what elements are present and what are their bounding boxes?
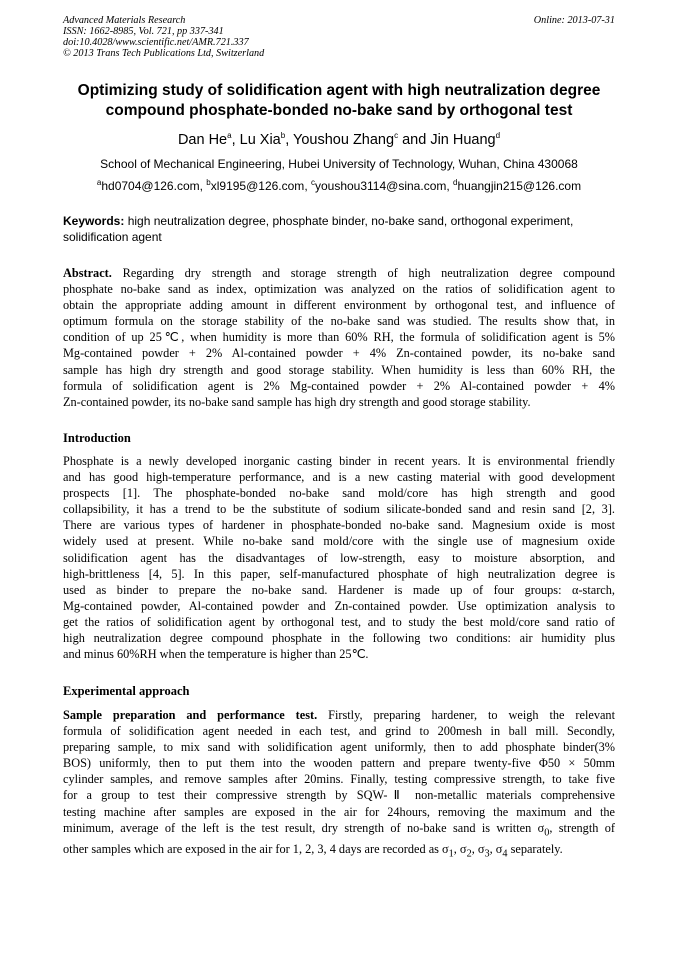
email-separator: , bbox=[304, 179, 311, 193]
intro-line: There are various types of hardener in phosphate-bonded no-bake sand. Magnesium oxide is most bbox=[63, 518, 615, 533]
sigma-subscript: 0 bbox=[544, 827, 550, 839]
intro-line: Phosphate is a newly developed inorganic casting binder in recent years. It is environmental friendly bbox=[63, 454, 615, 468]
exp-line: testing machine after samples are exposed in the air for 24hours, removing the maximum and the bbox=[63, 804, 615, 819]
abstract-line: formula of solidification agent is 2% Mg-contained powder + 2% Al-contained powder + 4% bbox=[63, 378, 615, 393]
sigma-subscript: 3 bbox=[484, 848, 490, 860]
intro-line: and has good high-temperature performance, and is a new casting material with good development bbox=[63, 470, 615, 485]
author-name: Youshou Zhang bbox=[293, 132, 395, 148]
abstract-line: condition of up 25℃, when humidity is more than 60% RH, the formula of solidification agent is 5% bbox=[63, 330, 615, 345]
keywords-text: high neutralization degree, phosphate binder, no-bake sand, orthogonal experiment, bbox=[124, 214, 574, 228]
exp-text: minimum, average of the left is the test result, dry strength of no-bake sand is written σ bbox=[63, 820, 545, 835]
intro-line: collapsibility, it has a trend to be the substitute of sodium silicate-bonded sand and resin sand [2, 3]. bbox=[63, 502, 615, 517]
email-address[interactable]: youshou3114@sina.com bbox=[314, 179, 447, 193]
intro-line: prospects [1]. The phosphate-bonded no-bake sand mold/core has high strength and good bbox=[63, 486, 615, 501]
title-line-2: compound phosphate-bonded no-bake sand by orthogonal test bbox=[105, 102, 573, 119]
intro-line: used as binder to prepare the no-bake sand. Hardener is made up of four groups: α-starch, bbox=[63, 582, 615, 597]
email-address[interactable]: xl9195@126.com bbox=[210, 179, 305, 193]
title-line-1: Optimizing study of solidification agent with high neutralization degree bbox=[77, 82, 601, 99]
author-mark: d bbox=[495, 131, 501, 141]
keywords bbox=[63, 213, 615, 245]
exp-line: preparing sample, to mix sand with solidification agent uniformly, then to add phosphate binder(3% bbox=[63, 740, 615, 755]
exp-line bbox=[63, 841, 615, 863]
intro-line: Mg-contained powder, Al-contained powder and Zn-contained powder. Use optimization analysis to bbox=[63, 598, 615, 613]
sigma-subscript: 2 bbox=[466, 848, 472, 860]
abstract-line: Mg-contained powder + 2% Al-contained powder + 4% Zn-contained powder, its no-bake sand bbox=[63, 346, 615, 361]
author-mark: a bbox=[227, 131, 232, 141]
exp-line: formula of solidification agent needed in each test, and grind to 200mesh in ball mill. Secondly, bbox=[63, 724, 615, 739]
keywords-label: Keywords: bbox=[63, 214, 125, 228]
intro-line: solidification agent has the disadvantages of low-strength, easy to moisture absorption, and bbox=[63, 550, 615, 565]
intro-line: high-brittleness [4, 5]. In this paper, self-manufactured phosphate of high neutralization degree is bbox=[63, 566, 615, 581]
sigma-subscript: 4 bbox=[502, 848, 508, 860]
exp-text: , strength of bbox=[549, 820, 615, 835]
introduction-heading: Introduction bbox=[63, 431, 131, 445]
abstract-text: Regarding dry strength and storage strength of high neutralization degree compound bbox=[111, 266, 615, 280]
abstract bbox=[63, 265, 615, 410]
exp-line: BOS) uniformly, then to put them into the wooden pattern and prepare twenty-five Φ50 × 50mm bbox=[63, 756, 615, 771]
exp-line: for a group to test their compressive strength by SQW-Ⅱ non-metallic materials comprehensive bbox=[63, 788, 615, 803]
author-name: Jin Huang bbox=[430, 132, 496, 148]
email-mark: d bbox=[453, 178, 458, 187]
abstract-line: obtain the appropriate adding amount in different environment by orthogonal test, and influence of bbox=[63, 298, 615, 313]
author-mark: b bbox=[280, 131, 286, 141]
author-name: Lu Xia bbox=[239, 132, 281, 148]
email-list bbox=[0, 179, 678, 194]
exp-text: Firstly, preparing hardener, to weigh the relevant bbox=[317, 708, 615, 722]
abstract-line: Zn-contained powder, its no-bake sand sample has high dry strength and good storage stability. bbox=[63, 394, 531, 409]
online-date: Online: 2013-07-31 bbox=[533, 15, 615, 26]
keywords-line-1 bbox=[63, 213, 615, 229]
introduction-body bbox=[63, 453, 615, 662]
intro-line: get the ratios of solidification agent by orthogonal test, and to study the best mold/core sand ratio of bbox=[63, 614, 615, 629]
experimental-body bbox=[63, 707, 615, 863]
exp-text: , σ bbox=[471, 842, 485, 857]
author-name: Dan He bbox=[177, 132, 228, 148]
email-separator: , bbox=[446, 179, 454, 193]
author-mark: c bbox=[394, 131, 399, 141]
exp-text: , σ bbox=[453, 842, 467, 857]
email-mark: a bbox=[96, 178, 102, 187]
affiliation: School of Mechanical Engineering, Hubei University of Technology, Wuhan, China 430068 bbox=[100, 157, 578, 171]
email-address[interactable]: huangjin215@126.com bbox=[457, 179, 582, 193]
email-mark: c bbox=[310, 178, 315, 187]
experimental-heading: Experimental approach bbox=[63, 684, 190, 698]
exp-line bbox=[63, 707, 615, 723]
author-separator: , bbox=[231, 132, 240, 148]
intro-line: high neutralization degree compound phosphate in the following two conditions: air humidity plus bbox=[63, 631, 615, 646]
author-separator: , bbox=[285, 132, 293, 148]
exp-text: separately. bbox=[507, 842, 563, 857]
author-list bbox=[0, 131, 678, 149]
abstract-line bbox=[63, 265, 615, 281]
journal-name: Advanced Materials Research bbox=[63, 15, 186, 26]
exp-text: other samples which are exposed in the air for 1, 2, 3, 4 days are recorded as σ bbox=[63, 842, 449, 857]
paper-title bbox=[40, 81, 638, 121]
exp-text: , σ bbox=[489, 842, 503, 857]
intro-line: widely used at present. While no-bake sand mold/core with the single use of magnesium oxide bbox=[63, 534, 615, 549]
abstract-line: phosphate no-bake sand as index, optimization was analyzed on the ratios of solidification agent to bbox=[63, 282, 615, 297]
sigma-subscript: 1 bbox=[448, 848, 454, 860]
email-separator: , bbox=[199, 179, 207, 193]
abstract-line: sample has high dry strength and good storage stability. When humidity is less than 60% RH, the bbox=[63, 362, 615, 377]
email-mark: b bbox=[206, 178, 211, 187]
exp-subheading: Sample preparation and performance test. bbox=[63, 708, 318, 722]
abstract-line: optimum formula on the storage stability of the no-bake sand was studied. The results show that, in bbox=[63, 314, 615, 329]
exp-line bbox=[63, 820, 615, 842]
email-address[interactable]: hd0704@126.com bbox=[101, 179, 200, 193]
journal-header bbox=[63, 15, 615, 59]
keywords-line-2: solidification agent bbox=[63, 230, 162, 244]
intro-line: and minus 60%RH when the temperature is higher than 25℃. bbox=[63, 647, 369, 662]
journal-doi: doi:10.4028/www.scientific.net/AMR.721.337 bbox=[63, 37, 249, 48]
abstract-label: Abstract. bbox=[63, 266, 112, 280]
author-separator: and bbox=[398, 132, 431, 148]
journal-issn: ISSN: 1662-8985, Vol. 721, pp 337-341 bbox=[63, 26, 224, 37]
exp-line: cylinder samples, and remove samples after 20mins. Finally, testing compressive strength, to take five bbox=[63, 772, 615, 787]
journal-copyright: © 2013 Trans Tech Publications Ltd, Switzerland bbox=[63, 48, 265, 59]
